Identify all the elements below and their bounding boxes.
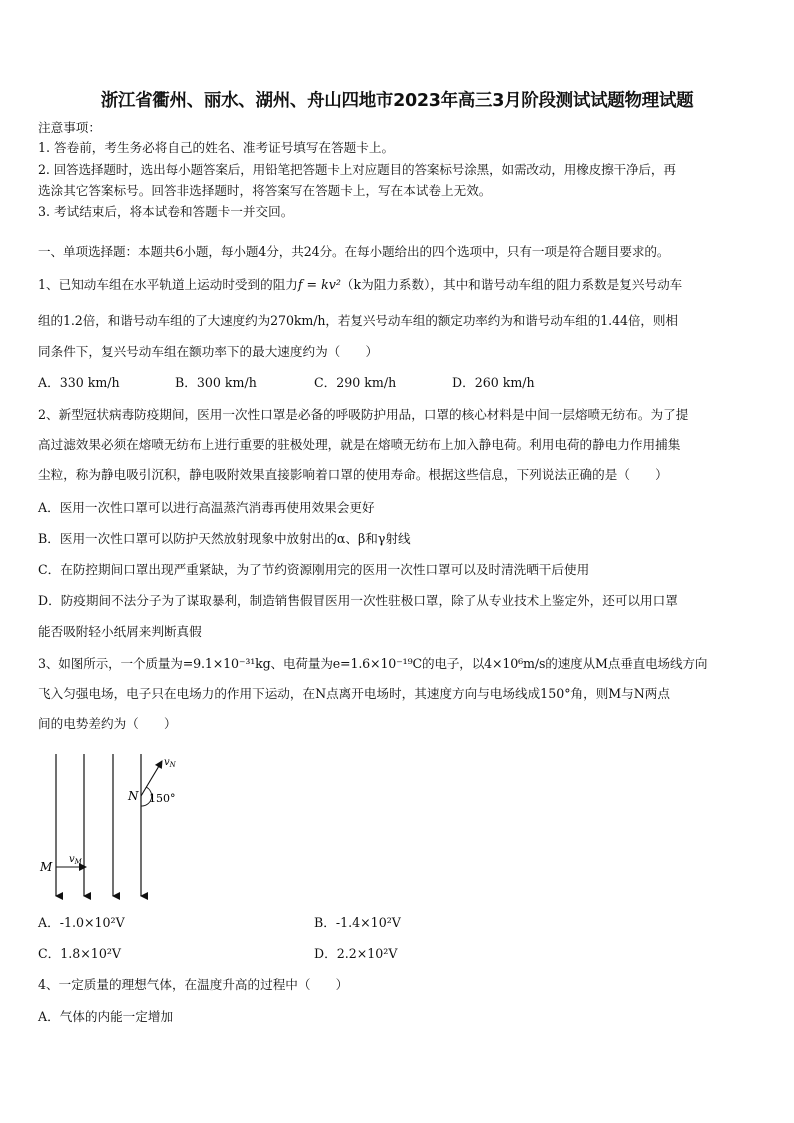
q1-stem-part-b: （k为阻力系数），其中和谐号动车组的阻力系数是复兴号动车: [340, 277, 683, 292]
label-vn: $v_N$: [164, 757, 176, 769]
q1-stem-line-1: [38, 277, 682, 293]
q3-stem-line-1: 3、如图所示，一个质量为=9.1×10⁻³¹kg、电荷量为e=1.6×10⁻¹⁹C的电子，以4×10⁶m/s的速度从M点垂直电场线方向: [38, 656, 708, 671]
notice-heading: 注意事项：: [38, 120, 101, 135]
q2-stem-line-3: 尘粒，称为静电吸引沉积，静电吸附效果直接影响着口罩的使用寿命。根据这些信息，下列说法正确的是（ ）: [38, 467, 668, 482]
q3-option-c: C．1.8×10²V: [38, 946, 121, 961]
q2-option-a: A．医用一次性口罩可以进行高温蒸汽消毒再使用效果会更好: [38, 500, 375, 515]
section-heading: 一、单项选择题：本题共6小题，每小题4分，共24分。在每小题给出的四个选项中，只有一项是符合题目要求的。: [38, 244, 670, 259]
q2-stem-line-1: 2、新型冠状病毒防疫期间，医用一次性口罩是必备的呼吸防护用品，口罩的核心材料是中间一层熔喷无纺布。为了提: [38, 407, 689, 422]
notice-item-2: 2. 回答选择题时，选出每小题答案后，用铅笔把答题卡上对应题目的答案标号涂黑，如需改动，用橡皮擦干净后，再: [38, 162, 676, 177]
q2-option-d: D．防疫期间不法分子为了谋取暴利，制造销售假冒医用一次性驻极口罩，除了从专业技术上鉴定外，还可以用口罩: [38, 593, 678, 608]
q3-option-d: D．2.2×10²V: [314, 946, 398, 961]
q1-stem-line-2: 组的1.2倍，和谐号动车组的了大速度约为270km/h，若复兴号动车组的额定功率约为和谐号动车组的1.44倍，则相: [38, 313, 678, 328]
label-vm: $v_M$: [69, 854, 82, 866]
label-m: M: [40, 860, 53, 874]
q4-stem: 4、一定质量的理想气体，在温度升高的过程中（ ）: [38, 977, 349, 992]
notice-item-2-cont: 选涂其它答案标号。回答非选择题时，将答案写在答题卡上，写在本试卷上无效。: [38, 183, 492, 198]
notice-item-3: 3. 考试结束后，将本试卷和答题卡一并交回。: [38, 204, 294, 219]
velocity-vn-arrow: [141, 761, 162, 796]
q2-stem-line-2: 高过滤效果必须在熔喷无纺布上进行重要的驻极处理，就是在熔喷无纺布上加入静电荷。利用电荷的静电力作用捕集: [38, 437, 681, 452]
q3-option-b: B．-1.4×10²V: [314, 915, 401, 930]
q1-stem-part-a: 1、已知动车组在水平轨道上运动时受到的阻力: [38, 277, 298, 292]
q2-option-d-cont: 能否吸附轻小纸屑来判断真假: [38, 624, 202, 639]
label-n: N: [128, 789, 139, 803]
q1-option-c: C．290 km/h: [314, 375, 397, 390]
q3-stem-line-2: 飞入匀强电场，电子只在电场力的作用下运动，在N点离开电场时，其速度方向与电场线成150°角，则M与N两点: [38, 686, 670, 701]
q1-formula: f = kv²: [297, 277, 341, 292]
q2-option-b: B．医用一次性口罩可以防护天然放射现象中放射出的α、β和γ射线: [38, 531, 411, 546]
q1-option-b: B．300 km/h: [175, 375, 257, 390]
page-title: 浙江省衢州、丽水、湖州、舟山四地市2023年高三3月阶段测试试题物理试题: [100, 91, 694, 111]
q1-option-a: A．330 km/h: [38, 375, 120, 390]
notice-item-1: 1. 答卷前，考生务必将自己的姓名、准考证号填写在答题卡上。: [38, 140, 395, 155]
q3-stem-line-3: 间的电势差约为（ ）: [38, 716, 177, 731]
q1-stem-line-3: 同条件下，复兴号动车组在额功率下的最大速度约为（ ）: [38, 344, 379, 359]
q4-option-a: A．气体的内能一定增加: [38, 1009, 174, 1024]
q3-option-a: A．-1.0×10²V: [38, 915, 125, 930]
q2-option-c: C．在防控期间口罩出现严重紧缺，为了节约资源刚用完的医用一次性口罩可以及时清洗晒干后使用: [38, 562, 590, 577]
q3-electric-field-figure: [36, 744, 196, 906]
label-angle: 150°: [149, 792, 176, 805]
q1-option-d: D．260 km/h: [452, 375, 535, 390]
